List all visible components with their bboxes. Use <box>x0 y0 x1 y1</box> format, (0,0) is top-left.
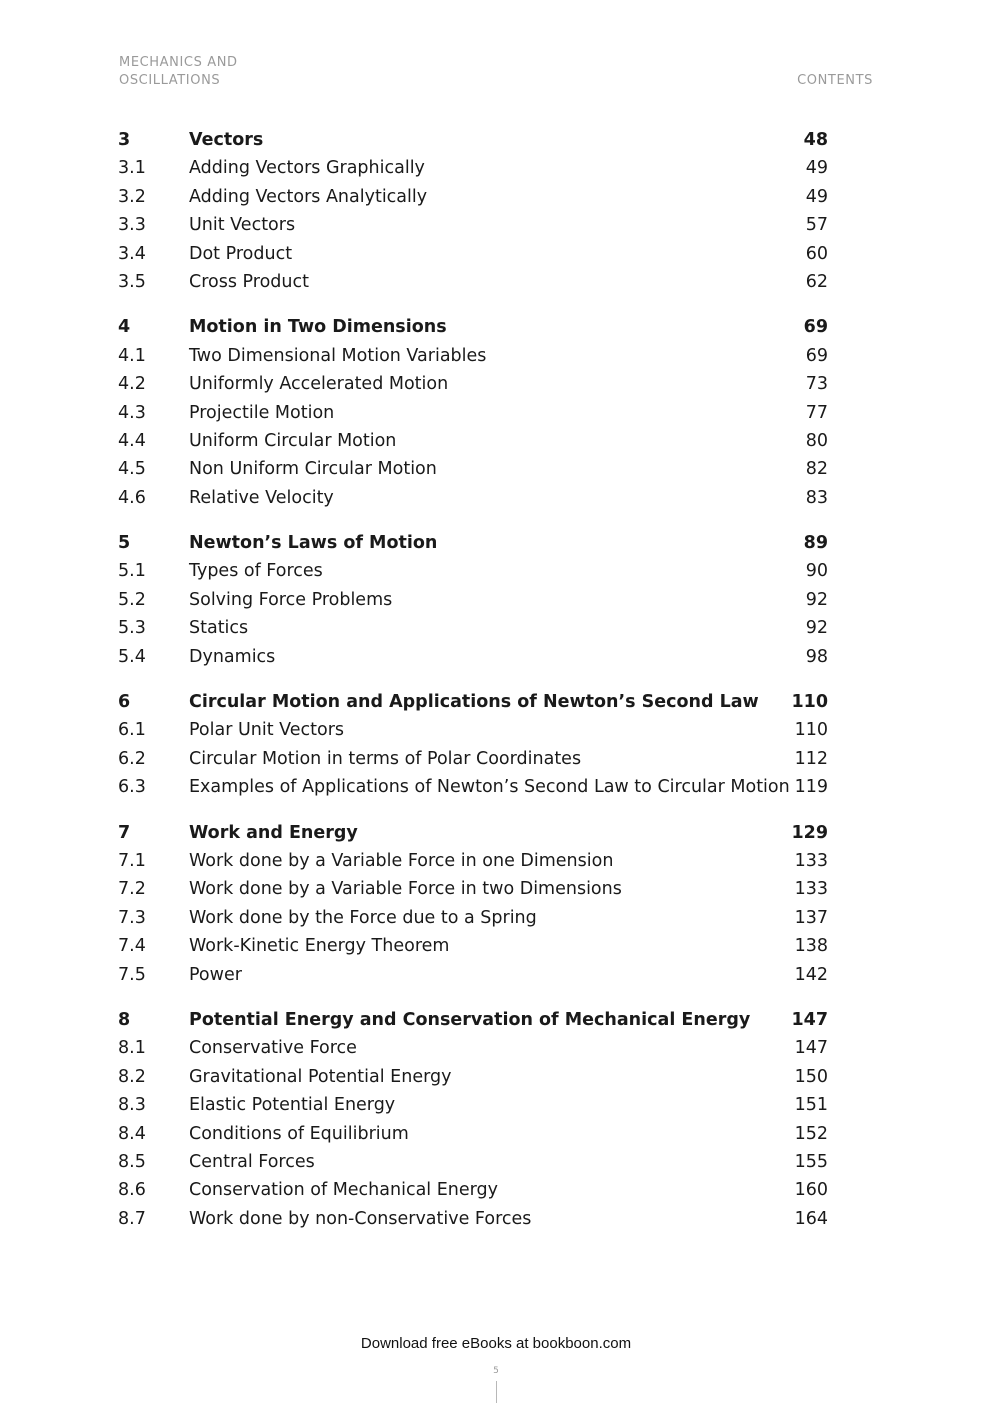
entry-page: 137 <box>794 907 828 928</box>
entry-number: 8.4 <box>118 1123 146 1144</box>
entry-number: 3.1 <box>118 158 146 179</box>
toc-section-entry[interactable] <box>118 1176 828 1204</box>
toc-chapter <box>118 819 828 989</box>
entry-title: Dot Product <box>189 243 293 264</box>
entry-page: 160 <box>794 1180 828 1201</box>
toc-section-entry[interactable] <box>118 240 828 268</box>
entry-title: Polar Unit Vectors <box>189 720 345 741</box>
entry-number: 6.2 <box>118 748 146 769</box>
entry-title: Adding Vectors Analytically <box>189 186 428 207</box>
entry-number: 6.1 <box>118 720 146 741</box>
toc-section-entry[interactable] <box>118 847 828 875</box>
toc-section-entry[interactable] <box>118 211 828 239</box>
entry-page: 90 <box>805 561 828 582</box>
entry-number: 5 <box>118 533 131 554</box>
entry-page: 49 <box>805 158 828 179</box>
toc-section-entry[interactable] <box>118 716 828 744</box>
toc-section-entry[interactable] <box>118 1034 828 1062</box>
entry-page: 142 <box>794 964 828 985</box>
entry-number: 7.2 <box>118 879 146 900</box>
entry-page: 138 <box>794 936 828 957</box>
page-number-rule <box>496 1381 497 1403</box>
entry-title: Work-Kinetic Energy Theorem <box>189 936 450 957</box>
entry-number: 8.7 <box>118 1208 146 1229</box>
toc-chapter <box>118 313 828 512</box>
entry-page: 129 <box>791 822 828 843</box>
toc-chapter-entry[interactable] <box>118 688 828 716</box>
entry-title: Adding Vectors Graphically <box>189 158 425 179</box>
entry-number: 8.3 <box>118 1095 146 1116</box>
toc-section-entry[interactable] <box>118 399 828 427</box>
toc-section-entry[interactable] <box>118 904 828 932</box>
entry-title: Uniform Circular Motion <box>189 430 397 451</box>
entry-page: 147 <box>791 1009 828 1030</box>
entry-title: Work done by a Variable Force in two Dimensions <box>189 879 622 900</box>
toc-section-entry[interactable] <box>118 557 828 585</box>
entry-number: 4.3 <box>118 402 146 423</box>
entry-title: Work done by a Variable Force in one Dimension <box>189 850 614 871</box>
entry-number: 8.1 <box>118 1038 146 1059</box>
entry-page: 57 <box>805 215 828 236</box>
toc-section-entry[interactable] <box>118 268 828 296</box>
toc-section-entry[interactable] <box>118 745 828 773</box>
entry-number: 4.5 <box>118 459 146 480</box>
book-title-line-1: MECHANICS AND <box>119 55 238 70</box>
entry-number: 8.2 <box>118 1066 146 1087</box>
page-number: 5 <box>493 1366 499 1376</box>
entry-number: 7.5 <box>118 964 146 985</box>
entry-page: 83 <box>805 487 828 508</box>
entry-number: 6 <box>118 692 131 713</box>
entry-page: 150 <box>794 1066 828 1087</box>
toc-section-entry[interactable] <box>118 875 828 903</box>
toc-section-entry[interactable] <box>118 773 828 801</box>
download-link-text[interactable]: Download free eBooks at bookboon.com <box>360 1335 632 1352</box>
entry-number: 4 <box>118 317 131 338</box>
entry-page: 110 <box>794 720 828 741</box>
toc-section-entry[interactable] <box>118 1063 828 1091</box>
toc-section-entry[interactable] <box>118 1148 828 1176</box>
entry-page: 77 <box>805 402 828 423</box>
entry-number: 4.6 <box>118 487 146 508</box>
book-title-line-2: OSCILLATIONS <box>119 73 221 88</box>
entry-title: Two Dimensional Motion Variables <box>189 345 487 366</box>
entry-page: 89 <box>803 533 828 554</box>
entry-page: 164 <box>794 1208 828 1229</box>
entry-title: Central Forces <box>189 1151 315 1172</box>
entry-page: 48 <box>803 130 828 150</box>
entry-page: 92 <box>805 618 828 639</box>
entry-title: Vectors <box>189 130 264 150</box>
entry-number: 7.4 <box>118 936 146 957</box>
entry-title: Conditions of Equilibrium <box>189 1123 409 1144</box>
toc-section-entry[interactable] <box>118 1120 828 1148</box>
entry-number: 3 <box>118 130 131 150</box>
entry-title: Non Uniform Circular Motion <box>189 459 437 480</box>
toc-chapter-entry[interactable] <box>118 313 828 341</box>
entry-number: 3.3 <box>118 215 146 236</box>
entry-title: Uniformly Accelerated Motion <box>189 374 449 395</box>
entry-title: Gravitational Potential Energy <box>189 1066 452 1087</box>
toc-section-entry[interactable] <box>118 614 828 642</box>
entry-number: 7 <box>118 822 131 843</box>
toc-section-entry[interactable] <box>118 961 828 989</box>
entry-title: Solving Force Problems <box>189 589 393 610</box>
entry-number: 3.5 <box>118 271 146 292</box>
entry-page: 151 <box>794 1095 828 1116</box>
toc-chapter <box>118 688 828 802</box>
entry-title: Statics <box>189 618 249 639</box>
entry-title: Conservation of Mechanical Energy <box>189 1180 498 1201</box>
toc-section-entry[interactable] <box>118 370 828 398</box>
entry-number: 5.4 <box>118 646 146 667</box>
toc-chapter <box>118 1006 828 1233</box>
toc-section-entry[interactable] <box>118 586 828 614</box>
entry-title: Motion in Two Dimensions <box>189 317 447 338</box>
entry-number: 6.3 <box>118 777 146 798</box>
entry-title: Projectile Motion <box>189 402 335 423</box>
entry-page: 69 <box>805 345 828 366</box>
entry-number: 5.1 <box>118 561 146 582</box>
toc-chapter-entry[interactable] <box>118 126 828 154</box>
entry-number: 8.5 <box>118 1151 146 1172</box>
entry-number: 8.6 <box>118 1180 146 1201</box>
entry-title: Newton’s Laws of Motion <box>189 533 438 554</box>
toc-chapter-entry[interactable] <box>118 529 828 557</box>
toc-section-entry[interactable] <box>118 427 828 455</box>
entry-number: 4.1 <box>118 345 146 366</box>
entry-number: 5.2 <box>118 589 146 610</box>
entry-title: Cross Product <box>189 271 309 292</box>
entry-page: 69 <box>803 317 828 338</box>
entry-number: 7.1 <box>118 850 146 871</box>
entry-title: Power <box>189 964 242 985</box>
toc-section-entry[interactable] <box>118 455 828 483</box>
running-head-section: CONTENTS <box>797 73 873 88</box>
entry-title: Work done by the Force due to a Spring <box>189 907 537 928</box>
entry-number: 4.4 <box>118 430 146 451</box>
entry-page: 147 <box>794 1038 828 1059</box>
entry-title: Work and Energy <box>189 822 358 843</box>
entry-page: 119 <box>794 777 828 798</box>
entry-page: 112 <box>794 748 828 769</box>
entry-page: 62 <box>805 271 828 292</box>
toc-section-entry[interactable] <box>118 932 828 960</box>
entry-page: 98 <box>805 646 828 667</box>
entry-number: 3.2 <box>118 186 146 207</box>
entry-page: 110 <box>791 692 828 713</box>
toc-chapter <box>118 126 828 296</box>
running-head-book-title <box>119 54 238 90</box>
entry-number: 7.3 <box>118 907 146 928</box>
entry-title: Dynamics <box>189 646 276 667</box>
toc-section-entry[interactable] <box>118 1205 828 1233</box>
entry-title: Types of Forces <box>189 561 323 582</box>
entry-page: 133 <box>794 850 828 871</box>
entry-number: 8 <box>118 1009 131 1030</box>
entry-page: 60 <box>805 243 828 264</box>
toc-section-entry[interactable] <box>118 154 828 182</box>
toc-section-entry[interactable] <box>118 342 828 370</box>
toc-chapter-entry[interactable] <box>118 819 828 847</box>
toc-section-entry[interactable] <box>118 183 828 211</box>
entry-number: 4.2 <box>118 374 146 395</box>
toc-chapter-entry[interactable] <box>118 1006 828 1034</box>
entry-page: 152 <box>794 1123 828 1144</box>
entry-page: 73 <box>805 374 828 395</box>
entry-title: Work done by non-Conservative Forces <box>189 1208 532 1229</box>
entry-page: 155 <box>794 1151 828 1172</box>
toc-section-entry[interactable] <box>118 1091 828 1119</box>
toc-section-entry[interactable] <box>118 484 828 512</box>
entry-page: 49 <box>805 186 828 207</box>
entry-title: Potential Energy and Conservation of Mechanical Energy <box>189 1009 751 1030</box>
entry-title: Elastic Potential Energy <box>189 1095 396 1116</box>
entry-title: Circular Motion and Applications of Newton’s Second Law <box>189 692 759 713</box>
entry-page: 133 <box>794 879 828 900</box>
entry-title: Unit Vectors <box>189 215 296 236</box>
entry-page: 92 <box>805 589 828 610</box>
entry-page: 80 <box>805 430 828 451</box>
toc-section-entry[interactable] <box>118 643 828 671</box>
entry-number: 3.4 <box>118 243 146 264</box>
entry-title: Conservative Force <box>189 1038 357 1059</box>
table-of-contents <box>118 126 828 1250</box>
entry-title: Circular Motion in terms of Polar Coordinates <box>189 748 582 769</box>
entry-title: Relative Velocity <box>189 487 334 508</box>
entry-number: 5.3 <box>118 618 146 639</box>
entry-title: Examples of Applications of Newton’s Second Law to Circular Motion <box>189 777 790 798</box>
entry-page: 82 <box>805 459 828 480</box>
toc-chapter <box>118 529 828 671</box>
